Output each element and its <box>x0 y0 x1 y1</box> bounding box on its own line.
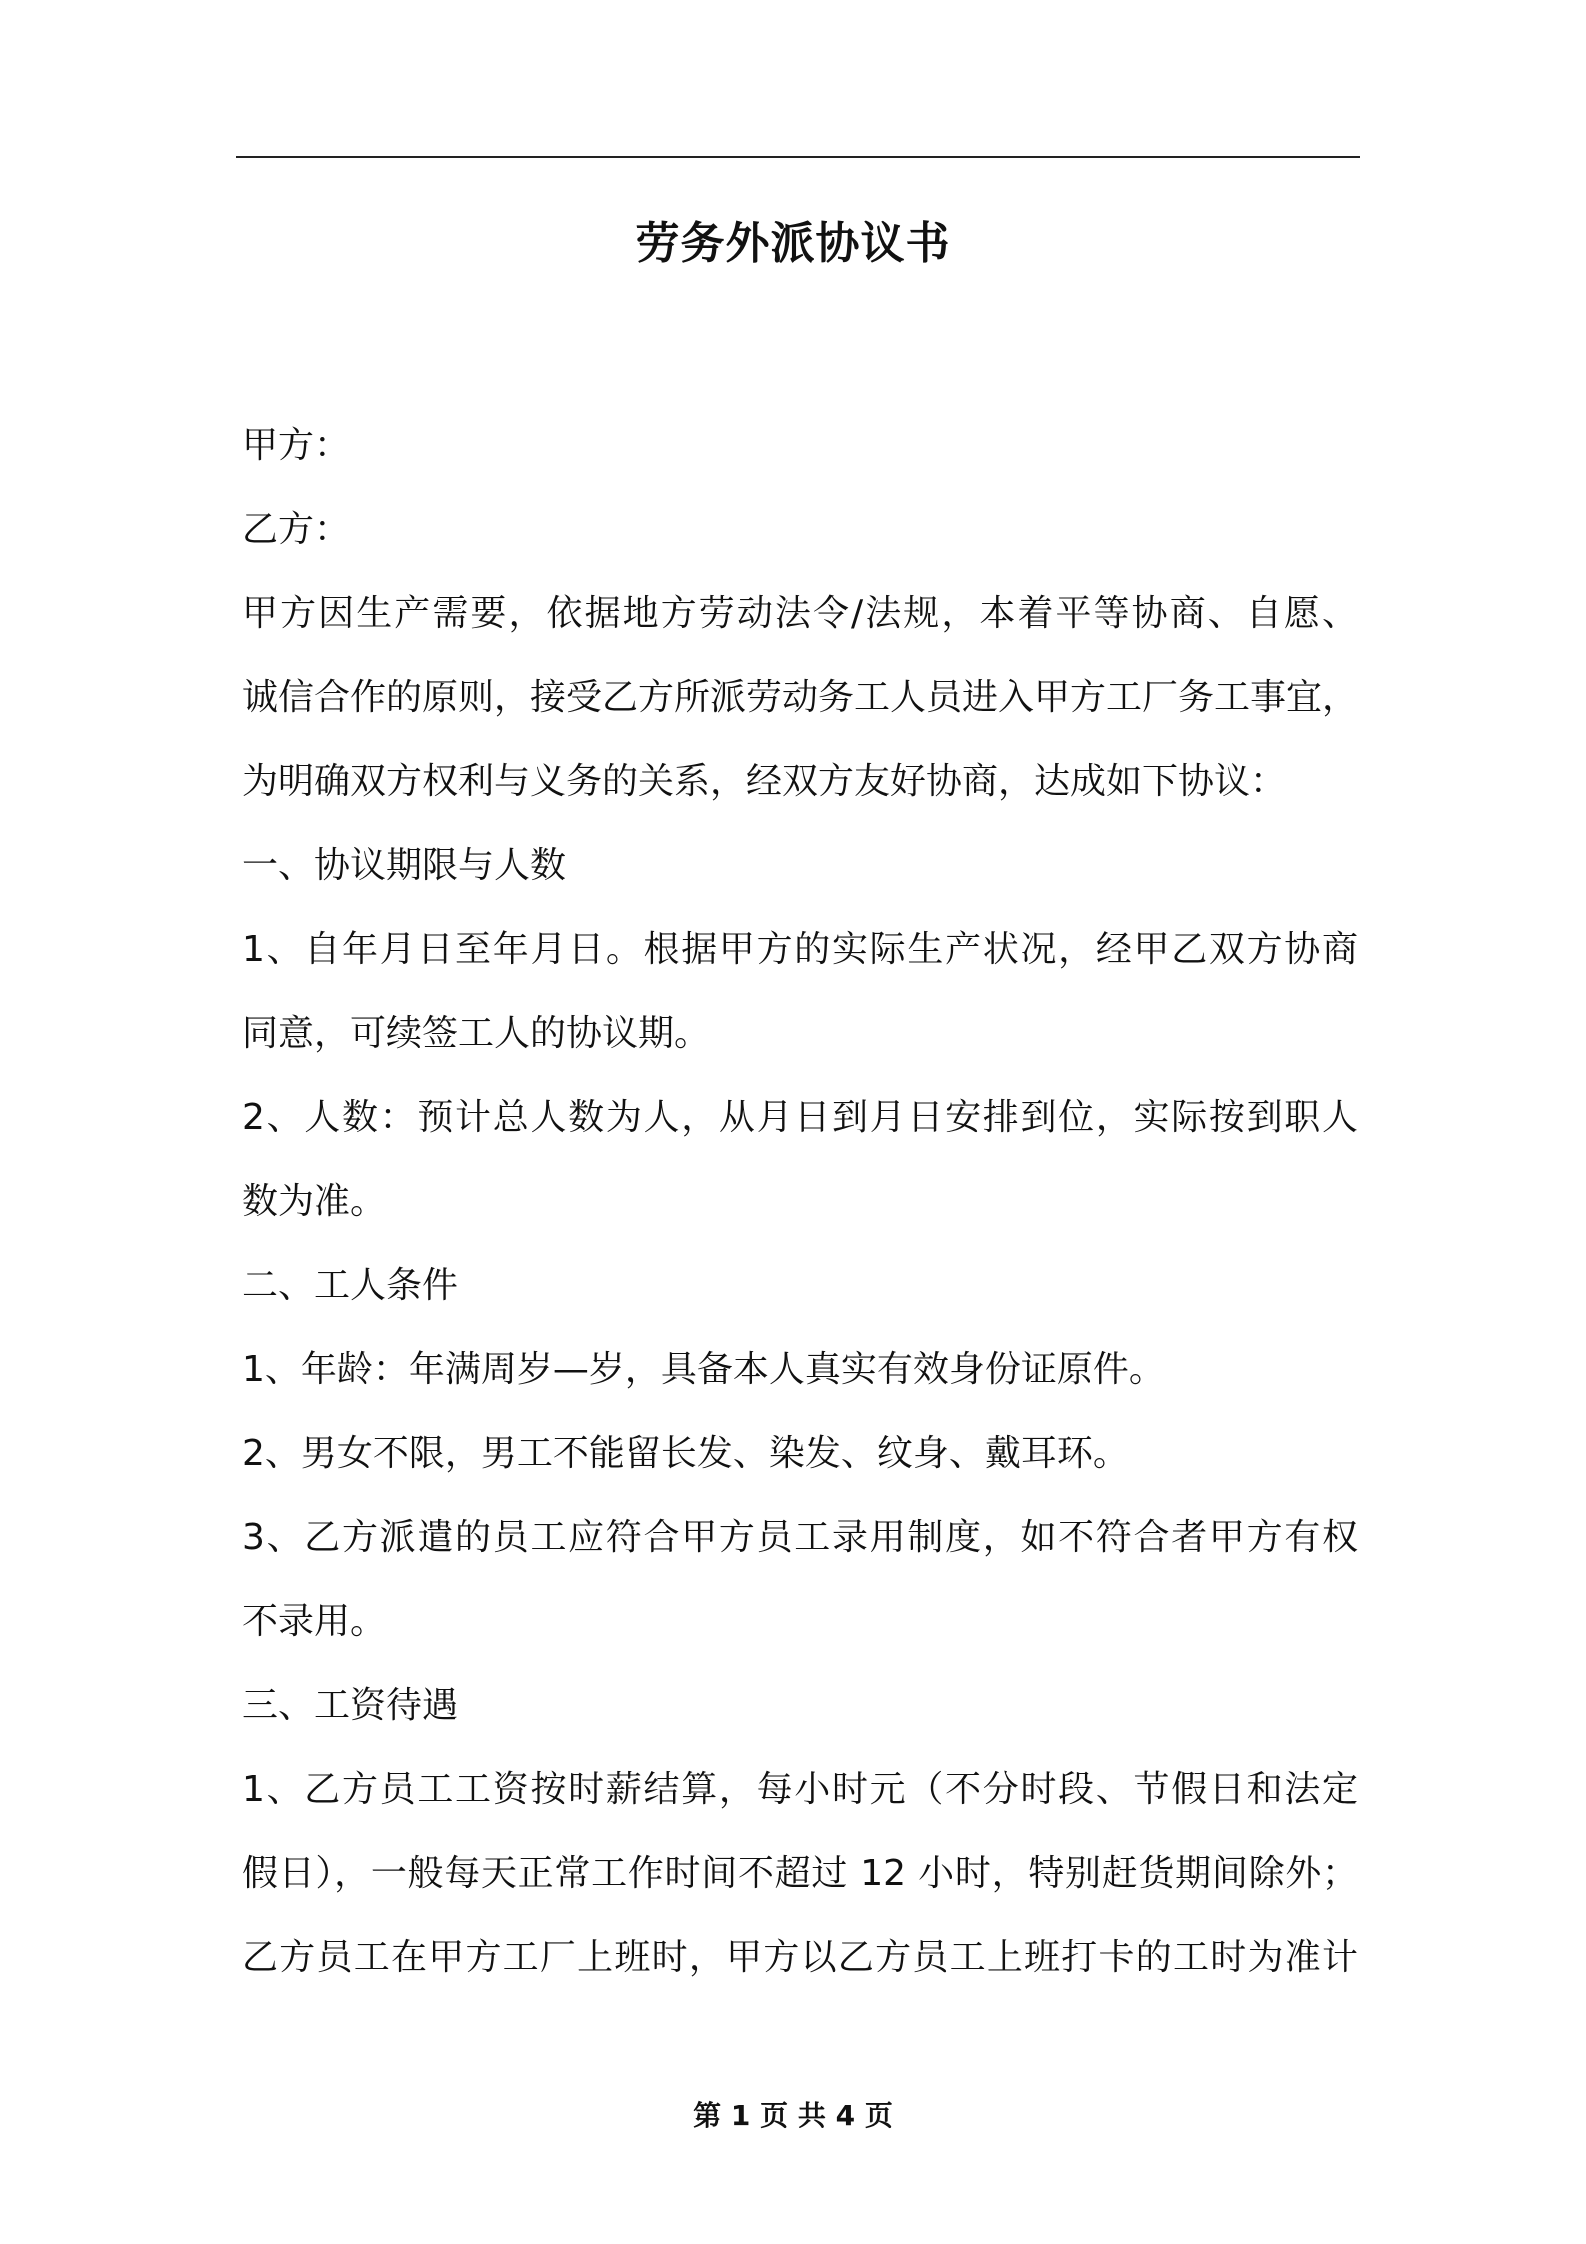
section-heading: 二、工人条件 <box>242 1265 459 1306</box>
text-line: 2、男女不限，男工不能留长发、染发、纹身、戴耳环。 <box>242 1433 1129 1474</box>
text-line: 同意，可续签工人的协议期。 <box>242 1013 711 1054</box>
text-line: 不录用。 <box>242 1601 387 1642</box>
text-line: 诚信合作的原则，接受乙方所派劳动务工人员进入甲方工厂务工事宜， <box>242 677 1358 718</box>
section-heading: 三、工资待遇 <box>242 1685 459 1726</box>
text-line: 1、年龄：年满周岁—岁，具备本人真实有效身份证原件。 <box>242 1349 1165 1390</box>
document-body <box>242 404 1358 2000</box>
text-line: 数为准。 <box>242 1181 387 1222</box>
text-line: 2、人数：预计总人数为人，从月日到月日安排到位，实际按到职人 <box>242 1097 1358 1138</box>
text-line: 为明确双方权利与义务的关系，经双方友好协商，达成如下协议： <box>242 761 1287 802</box>
page-number-footer: 第 1 页 共 4 页 <box>693 2099 893 2132</box>
text-line: 1、自年月日至年月日。根据甲方的实际生产状况，经甲乙双方协商 <box>242 929 1358 970</box>
party-b-line: 乙方： <box>242 509 351 550</box>
text-line: 1、乙方员工工资按时薪结算，每小时元（不分时段、节假日和法定 <box>242 1769 1358 1810</box>
header-rule <box>236 156 1360 158</box>
text-line: 乙方员工在甲方工厂上班时，甲方以乙方员工上班打卡的工时为准计 <box>242 1937 1358 1978</box>
party-a-line: 甲方： <box>242 425 351 466</box>
section-heading: 一、协议期限与人数 <box>242 845 567 886</box>
document-title: 劳务外派协议书 <box>635 218 951 269</box>
text-line: 甲方因生产需要，依据地方劳动法令/法规，本着平等协商、自愿、 <box>242 593 1358 634</box>
text-line: 3、乙方派遣的员工应符合甲方员工录用制度，如不符合者甲方有权 <box>242 1517 1358 1558</box>
text-line: 假日），一般每天正常工作时间不超过 12 小时，特别赶货期间除外； <box>242 1853 1358 1894</box>
